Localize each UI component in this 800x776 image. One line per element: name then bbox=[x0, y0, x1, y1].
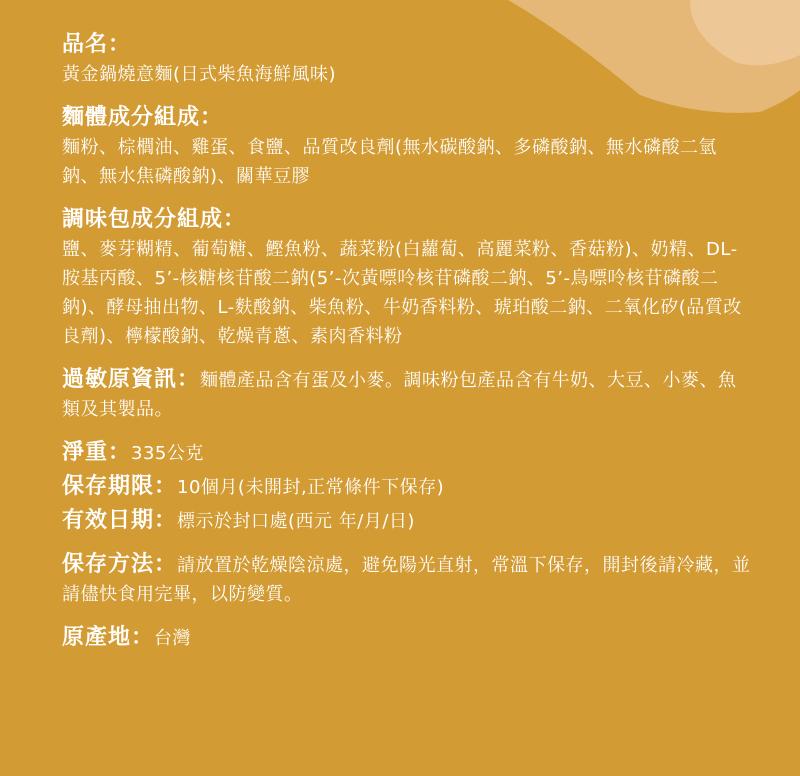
expiry-date-value: 標示於封口處(西元 年/月/日) bbox=[177, 511, 415, 532]
storage-label: 保存方法： bbox=[62, 552, 178, 577]
origin-label: 原產地： bbox=[62, 625, 155, 650]
net-weight-section bbox=[62, 438, 752, 468]
expiry-date-label: 有效日期： bbox=[62, 508, 178, 533]
shelf-life-value: 10個月(未開封,正常條件下保存) bbox=[177, 477, 445, 498]
storage-section bbox=[62, 550, 752, 609]
noodle-ingredients-value: 麵粉、棕櫚油、雞蛋、食鹽、品質改良劑(無水碳酸鈉、多磷酸鈉、無水磷酸二氫鈉、無水焦磷酸鈉)、關華豆膠 bbox=[62, 137, 718, 187]
noodle-ingredients-label: 麵體成分組成： bbox=[62, 105, 224, 130]
seasoning-ingredients-label: 調味包成分組成： bbox=[62, 207, 247, 232]
seasoning-ingredients-section bbox=[62, 205, 752, 351]
expiry-date-section bbox=[62, 506, 752, 536]
product-name-section bbox=[62, 30, 752, 89]
storage-value: 請放置於乾燥陰涼處，避免陽光直射，常溫下保存，開封後請冷藏，並請儘快食用完畢，以防變質。 bbox=[62, 555, 751, 605]
seasoning-ingredients-value: 鹽、麥芽糊精、葡萄糖、鰹魚粉、蔬菜粉(白蘿蔔、高麗菜粉、香菇粉)、奶精、DL-胺基丙酸、5’-核糖核苷酸二鈉(5’-次黃嘌呤核苷磷酸二鈉、5’-鳥嘌呤核苷磷酸二鈉)、酵母抽出物、L-麩酸鈉、柴魚粉、牛奶香料粉、琥珀酸二鈉、二氧化矽(品質改良劑)、檸檬酸鈉、乾燥青蔥、素肉香料粉 bbox=[62, 239, 742, 347]
net-weight-label: 淨重： bbox=[62, 440, 132, 465]
shelf-life-section bbox=[62, 472, 752, 502]
origin-section bbox=[62, 623, 752, 653]
shelf-life-label: 保存期限： bbox=[62, 474, 178, 499]
product-info-panel bbox=[62, 30, 752, 667]
allergen-section bbox=[62, 365, 752, 424]
product-name-value: 黃金鍋燒意麵(日式柴魚海鮮風味) bbox=[62, 64, 337, 85]
allergen-label: 過敏原資訊： bbox=[62, 367, 201, 392]
net-weight-value: 335公克 bbox=[131, 443, 204, 464]
origin-value: 台灣 bbox=[154, 628, 192, 649]
product-name-label: 品名： bbox=[62, 32, 132, 57]
noodle-ingredients-section bbox=[62, 103, 752, 191]
allergen-value: 麵體產品含有蛋及小麥。調味粉包產品含有牛奶、大豆、小麥、魚類及其製品。 bbox=[62, 370, 737, 420]
